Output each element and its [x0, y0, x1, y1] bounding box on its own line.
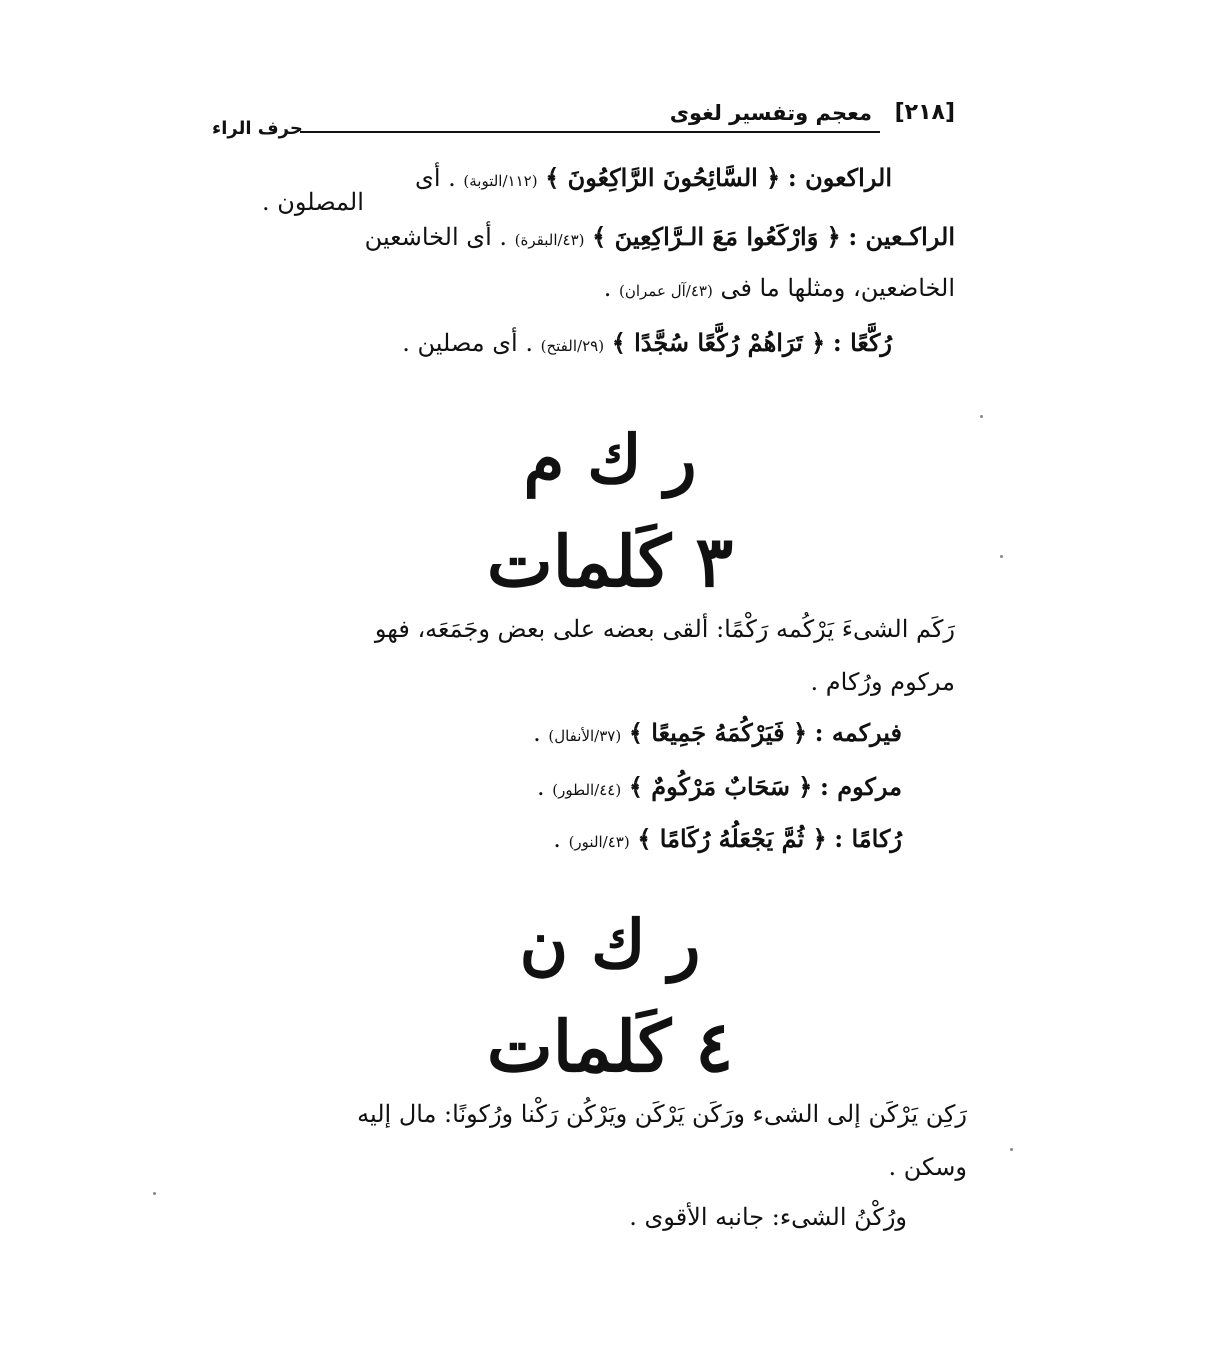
scan-speck: [980, 415, 983, 418]
verse-reference: (١١٢/التوبة): [463, 172, 538, 190]
word-count-heading: ٣ كَلمات: [486, 520, 734, 603]
verse-reference: (٤٤/الطور): [552, 781, 622, 799]
verse-reference: (٤٣/النور): [568, 833, 630, 851]
root2-definition: رَكِن يَرْكَن إلى الشىء ورَكَن يَرْكَن ويَرْكُن رَكْنا ورُكونًا: مال إليه: [357, 1100, 967, 1128]
book-title: معجم وتفسير لغوى: [669, 101, 872, 125]
entry-markoom: [537, 772, 902, 801]
root-definition-cont: مركوم ورُكام .: [810, 668, 955, 696]
scan-speck: [1010, 1148, 1013, 1151]
entry-alrakioon: [415, 163, 892, 192]
root-heading-2: ر ك ن: [519, 905, 701, 983]
entry-lemma: رُكامًا :: [834, 824, 902, 853]
entry-fayarkumahu: [533, 718, 902, 747]
entry-lemma: الراكـعين :: [848, 222, 955, 251]
entry-continuation: [604, 274, 955, 302]
root-heading: ر ك م: [523, 420, 697, 498]
entry-lemma: الراكعون :: [787, 163, 892, 192]
quran-quote: ﴿ السَّائِحُونَ الرَّاكِعُونَ ﴾: [545, 163, 781, 192]
entry-continuation: المصلون .: [262, 188, 364, 216]
root2-definition-rukn: ورُكْنُ الشىء: جانبه الأقوى .: [629, 1203, 907, 1231]
continuation-end: .: [603, 274, 612, 302]
page-number: [٢١٨]: [894, 100, 955, 125]
entry-end: .: [533, 719, 541, 747]
scan-speck: [153, 1192, 156, 1195]
section-name: حرف الراء: [212, 118, 303, 139]
verse-reference: (٢٩/الفتح): [540, 337, 605, 355]
quran-quote: ﴿ وَارْكَعُوا مَعَ الـرَّاكِعِينَ ﴾: [592, 222, 841, 251]
entry-alrakieen: [365, 222, 955, 251]
word-count-heading-2: ٤ كَلمات: [486, 1005, 734, 1088]
entry-lemma: فيركمه :: [814, 718, 902, 747]
verse-reference: (٣٧/الأنفال): [548, 727, 622, 745]
header-rule: [300, 131, 880, 133]
entry-lemma: رُكَّعًا :: [832, 328, 892, 357]
entry-rukkaan: [402, 328, 892, 357]
quran-quote: ﴿ سَحَابٌ مَرْكُومٌ ﴾: [628, 772, 813, 801]
verse-reference: (٤٣/البقرة): [514, 231, 585, 249]
entry-lemma: مركوم :: [820, 772, 902, 801]
root-definition: رَكَم الشىءَ يَرْكُمه رَكْمًا: ألقى بعضه على بعض وجَمَعَه، فهو: [374, 615, 955, 643]
entry-end: .: [553, 825, 561, 853]
root2-definition-cont: وسكن .: [888, 1153, 967, 1181]
scan-speck: [1000, 555, 1003, 558]
quran-quote: ﴿ فَيَرْكُمَهُ جَمِيعًا ﴾: [628, 718, 808, 747]
entry-gloss: . أى الخاشعين: [364, 223, 507, 251]
entry-rukaaman: [553, 824, 902, 853]
entry-gloss: . أى مصلين .: [402, 329, 533, 357]
verse-reference: (٤٣/آل عمران): [619, 282, 713, 300]
quran-quote: ﴿ ثُمَّ يَجْعَلُهُ رُكَامًا ﴾: [637, 824, 827, 853]
continuation-text: الخاضعين، ومثلها ما فى: [720, 274, 955, 302]
quran-quote: ﴿ تَرَاهُمْ رُكَّعًا سُجَّدًا ﴾: [611, 328, 826, 357]
entry-end: .: [537, 773, 545, 801]
entry-gloss: . أى: [415, 164, 456, 192]
